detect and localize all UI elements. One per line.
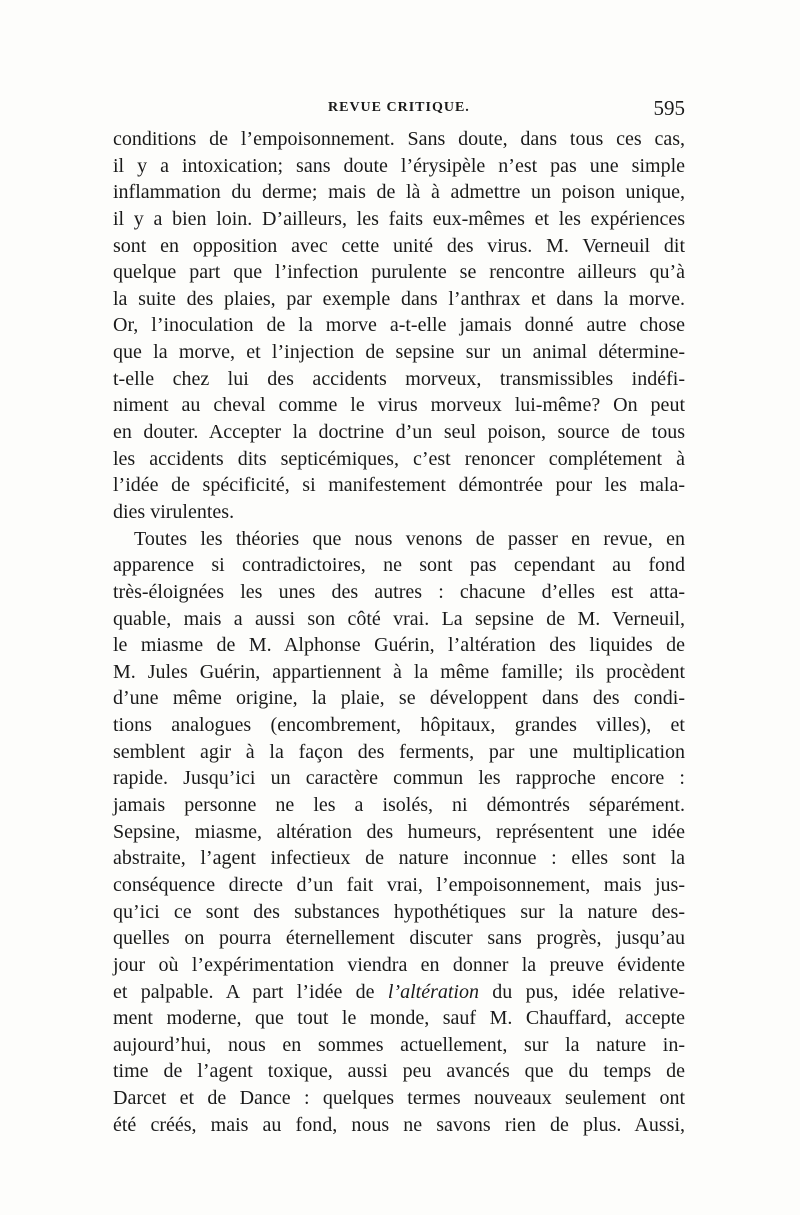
paragraph-first-line: Toutes les théories que nous venons de passer en revue, en	[134, 527, 685, 550]
text-line: la suite des plaies, par exemple dans l’anthrax et dans la morve.	[113, 287, 685, 310]
text-line: Or, l’inoculation de la morve a-t-elle jamais donné autre chose	[113, 314, 685, 337]
text-line: d’une même origine, la plaie, se développent dans des condi-	[113, 687, 685, 710]
italic-term: l’altération	[387, 980, 479, 1003]
text-line: il y a bien loin. D’ailleurs, les faits eux-mêmes et les expériences	[113, 207, 685, 230]
text-line: que la morve, et l’injection de sepsine sur un animal détermine-	[113, 341, 685, 364]
text-line: quable, mais a aussi son côté vrai. La sepsine de M. Verneuil,	[113, 607, 685, 630]
text-line: t-elle chez lui des accidents morveux, transmissibles indéfi-	[113, 367, 685, 390]
text-line: sont en opposition avec cette unité des virus. M. Verneuil dit	[113, 234, 685, 257]
text-line: Darcet et de Dance : quelques termes nouveaux seulement ont	[113, 1087, 685, 1110]
text-segment: du pus, idée relative-	[478, 980, 685, 1003]
text-line: en douter. Accepter la doctrine d’un seul poison, source de tous	[113, 421, 685, 444]
text-segment: et palpable. A part l’idée de	[113, 980, 388, 1003]
text-line: ment moderne, que tout le monde, sauf M. Chauffard, accepte	[113, 1007, 685, 1030]
text-line: aujourd’hui, nous en sommes actuellement, sur la nature in-	[113, 1033, 685, 1056]
text-line: M. Jules Guérin, appartiennent à la même famille; ils procèdent	[113, 660, 685, 683]
text-line: Sepsine, miasme, altération des humeurs, représentent une idée	[113, 820, 685, 843]
text-line: les accidents dits septicémiques, c’est renoncer complétement à	[113, 447, 685, 470]
text-line: l’idée de spécificité, si manifestement démontrée pour les mala-	[113, 474, 685, 497]
text-line: quelles on pourra éternellement discuter sans progrès, jusqu’au	[113, 927, 685, 950]
text-line: inflammation du derme; mais de là à admettre un poison unique,	[113, 181, 685, 204]
text-line: quelque part que l’infection purulente se rencontre ailleurs qu’à	[113, 261, 685, 284]
text-line: abstraite, l’agent infectieux de nature inconnue : elles sont la	[113, 847, 685, 870]
text-line: semblent agir à la façon des ferments, par une multiplication	[113, 740, 685, 763]
text-line: apparence si contradictoires, ne sont pas cependant au fond	[113, 554, 685, 577]
running-head	[113, 96, 685, 126]
text-line: time de l’agent toxique, aussi peu avancés que du temps de	[113, 1060, 685, 1083]
text-line: rapide. Jusqu’ici un caractère commun les rapproche encore :	[113, 767, 685, 790]
page-number: 595	[653, 96, 685, 120]
text-line: le miasme de M. Alphonse Guérin, l’altération des liquides de	[113, 634, 685, 657]
text-line: conséquence directe d’un fait vrai, l’empoisonnement, mais jus-	[113, 873, 685, 896]
body-text	[113, 126, 685, 1138]
text-line: niment au cheval comme le virus morveux lui-même? On peut	[113, 394, 685, 417]
text-line: conditions de l’empoisonnement. Sans doute, dans tous ces cas,	[113, 128, 685, 150]
text-line: dies virulentes.	[113, 500, 235, 523]
text-line: il y a intoxication; sans doute l’érysipèle n’est pas une simple	[113, 154, 685, 177]
text-line-with-italic	[113, 979, 685, 1006]
text-line: très-éloignées les unes des autres : chacune d’elles est atta-	[113, 580, 685, 603]
text-line: qu’ici ce sont des substances hypothétiques sur la nature des-	[113, 900, 685, 923]
text-line: été créés, mais au fond, nous ne savons rien de plus. Aussi,	[113, 1113, 685, 1136]
text-line: jamais personne ne les a isolés, ni démontrés séparément.	[113, 794, 685, 817]
running-title: REVUE CRITIQUE.	[328, 100, 470, 115]
text-line: jour où l’expérimentation viendra en donner la preuve évidente	[113, 953, 685, 976]
text-line: tions analogues (encombrement, hôpitaux, grandes villes), et	[113, 714, 685, 737]
